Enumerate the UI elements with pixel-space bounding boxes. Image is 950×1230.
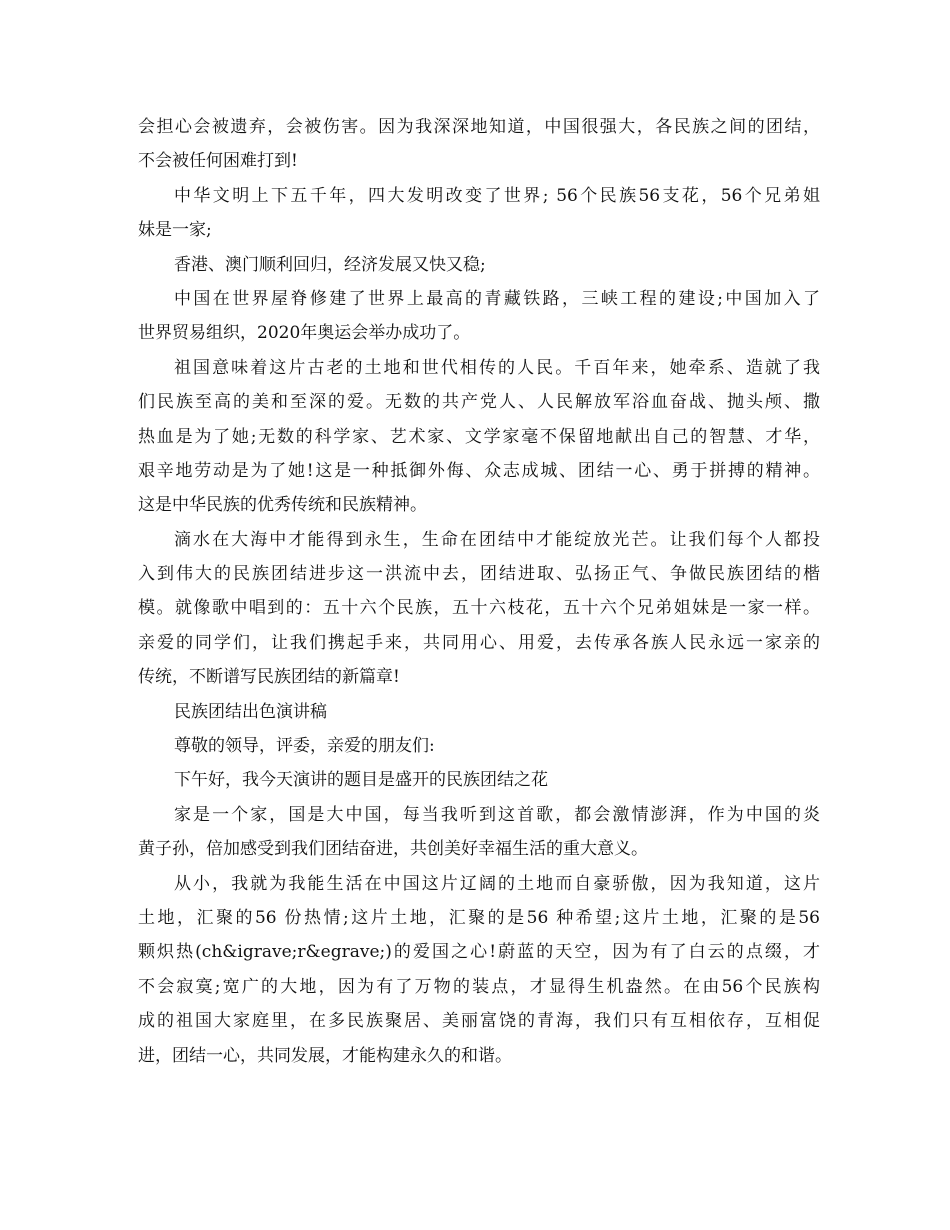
text-line: 不会寂寞;宽广的大地，因为有了万物的装点，才显得生机盎然。在由56个民族构 bbox=[138, 976, 820, 997]
text-line: 家是一个家，国是大中国，每当我听到这首歌，都会激情澎湃，作为中国的炎 bbox=[174, 804, 820, 825]
text-line: 下午好，我今天演讲的题目是盛开的民族团结之花 bbox=[174, 770, 548, 791]
text-line: 进，团结一心，共同发展，才能构建永久的和谐。 bbox=[138, 1045, 512, 1066]
text-line: 香港、澳门顺利回归，经济发展又快又稳; bbox=[174, 254, 486, 275]
text-line: 入到伟大的民族团结进步这一洪流中去，团结进取、弘扬正气、争做民族团结的楷 bbox=[138, 564, 820, 585]
text-line: 祖国意味着这片古老的土地和世代相传的人民。千百年来，她牵系、造就了我 bbox=[174, 357, 820, 378]
text-line: 中华文明上下五千年，四大发明改变了世界; 56个民族56支花，56个兄弟姐 bbox=[174, 185, 820, 206]
text-line: 模。就像歌中唱到的：五十六个民族，五十六枝花，五十六个兄弟姐妹是一家一样。 bbox=[138, 598, 820, 619]
text-line: 这是中华民族的优秀传统和民族精神。 bbox=[138, 495, 427, 516]
text-line: 会担心会被遗弃，会被伤害。因为我深深地知道，中国很强大，各民族之间的团结， bbox=[138, 117, 820, 137]
text-line: 艰辛地劳动是为了她!这是一种抵御外侮、众志成城、团结一心、勇于拼搏的精神。 bbox=[138, 460, 820, 481]
text-line: 颗炽热(ch&igrave;r&egrave;)的爱国之心!蔚蓝的天空，因为有了白云的点缀，才 bbox=[138, 942, 820, 963]
text-line: 成的祖国大家庭里，在多民族聚居、美丽富饶的青海，我们只有互相依存，互相促 bbox=[138, 1011, 820, 1032]
text-line: 们民族至高的美和至深的爱。无数的共产党人、人民解放军浴血奋战、抛头颅、撒 bbox=[138, 392, 820, 413]
text-line: 世界贸易组织，2020年奥运会举办成功了。 bbox=[138, 323, 471, 344]
text-line: 传统，不断谱写民族团结的新篇章! bbox=[138, 667, 400, 688]
text-line: 亲爱的同学们，让我们携起手来，共同用心、用爱，去传承各族人民永远一家亲的 bbox=[138, 632, 820, 653]
text-line: 从小，我就为我能生活在中国这片辽阔的土地而自豪骄傲，因为我知道，这片 bbox=[174, 873, 820, 894]
text-line: 尊敬的领导，评委，亲爱的朋友们: bbox=[174, 736, 435, 757]
text-line: 热血是为了她;无数的科学家、艺术家、文学家毫不保留地献出自己的智慧、才华， bbox=[138, 426, 820, 447]
text-line: 滴水在大海中才能得到永生，生命在团结中才能绽放光芒。让我们每个人都投 bbox=[174, 529, 820, 550]
text-line: 黄子孙，倍加感受到我们团结奋进，共创美好幸福生活的重大意义。 bbox=[138, 839, 648, 860]
text-line: 中国在世界屋脊修建了世界上最高的青藏铁路，三峡工程的建设;中国加入了 bbox=[174, 288, 820, 309]
text-line: 妹是一家; bbox=[138, 220, 212, 241]
text-line: 土地，汇聚的56 份热情;这片土地，汇聚的是56 种希望;这片土地，汇聚的是56 bbox=[138, 907, 820, 928]
document-body bbox=[138, 110, 820, 1073]
text-line: 不会被任何困难打到! bbox=[138, 151, 298, 172]
text-line: 民族团结出色演讲稿 bbox=[174, 701, 327, 722]
